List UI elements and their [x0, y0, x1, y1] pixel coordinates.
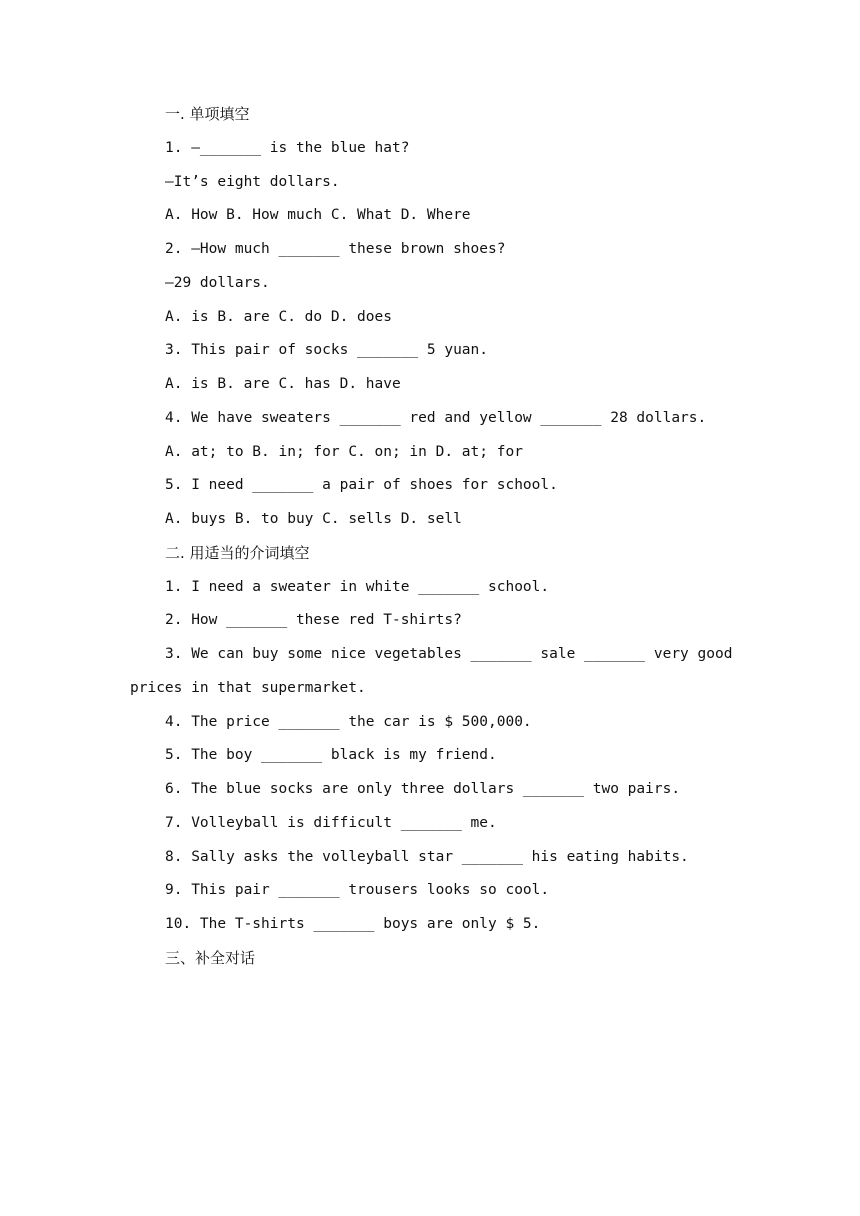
s1-question-5-options: A. buys B. to buy C. sells D. sell	[165, 511, 462, 527]
s2-question-7: 7. Volleyball is difficult _______ me.	[165, 814, 497, 831]
s2-question-8: 8. Sally asks the volleyball star _______ his eating habits.	[165, 848, 689, 865]
s2-question-9: 9. This pair _______ trousers looks so cool.	[165, 882, 550, 899]
s2-question-3-line-1: 3. We can buy some nice vegetables _______ sale _______ very good	[165, 646, 733, 662]
s1-question-3-options: A. is B. are C. has D. have	[165, 376, 401, 392]
s1-question-1: 1. —_______ is the blue hat?	[165, 139, 410, 156]
s2-question-3-line-2: prices in that supermarket.	[130, 679, 366, 696]
s2-question-5: 5. The boy _______ black is my friend.	[165, 747, 497, 764]
section-3-heading: 三、补全对话	[165, 948, 256, 967]
s1-question-3: 3. This pair of socks _______ 5 yuan.	[165, 342, 489, 359]
s2-question-6: 6. The blue socks are only three dollars _______ two pairs.	[165, 781, 681, 797]
exercise-content	[130, 98, 740, 976]
section-2-heading: 二. 用适当的介词填空	[165, 543, 310, 562]
section-1-heading: 一. 单项填空	[165, 105, 250, 123]
s1-question-5: 5. I need _______ a pair of shoes for school.	[165, 477, 558, 494]
s1-question-4: 4. We have sweaters _______ red and yellow _______ 28 dollars.	[165, 409, 707, 426]
s2-question-2: 2. How _______ these red T-shirts?	[165, 612, 462, 629]
s2-question-4: 4. The price _______ the car is $ 500,000.	[165, 713, 532, 730]
s1-question-2: 2. —How much _______ these brown shoes?	[165, 241, 506, 257]
s1-question-2-options: A. is B. are C. do D. does	[165, 308, 392, 325]
s1-question-1-answer: —It’s eight dollars.	[165, 173, 340, 190]
s1-question-4-options: A. at; to B. in; for C. on; in D. at; for	[165, 443, 523, 460]
s2-question-1: 1. I need a sweater in white _______ school.	[165, 578, 550, 595]
s1-question-1-options: A. How B. How much C. What D. Where	[165, 207, 471, 224]
s2-question-10: 10. The T-shirts _______ boys are only $ 5.	[165, 916, 541, 932]
s1-question-2-answer: —29 dollars.	[165, 274, 270, 291]
